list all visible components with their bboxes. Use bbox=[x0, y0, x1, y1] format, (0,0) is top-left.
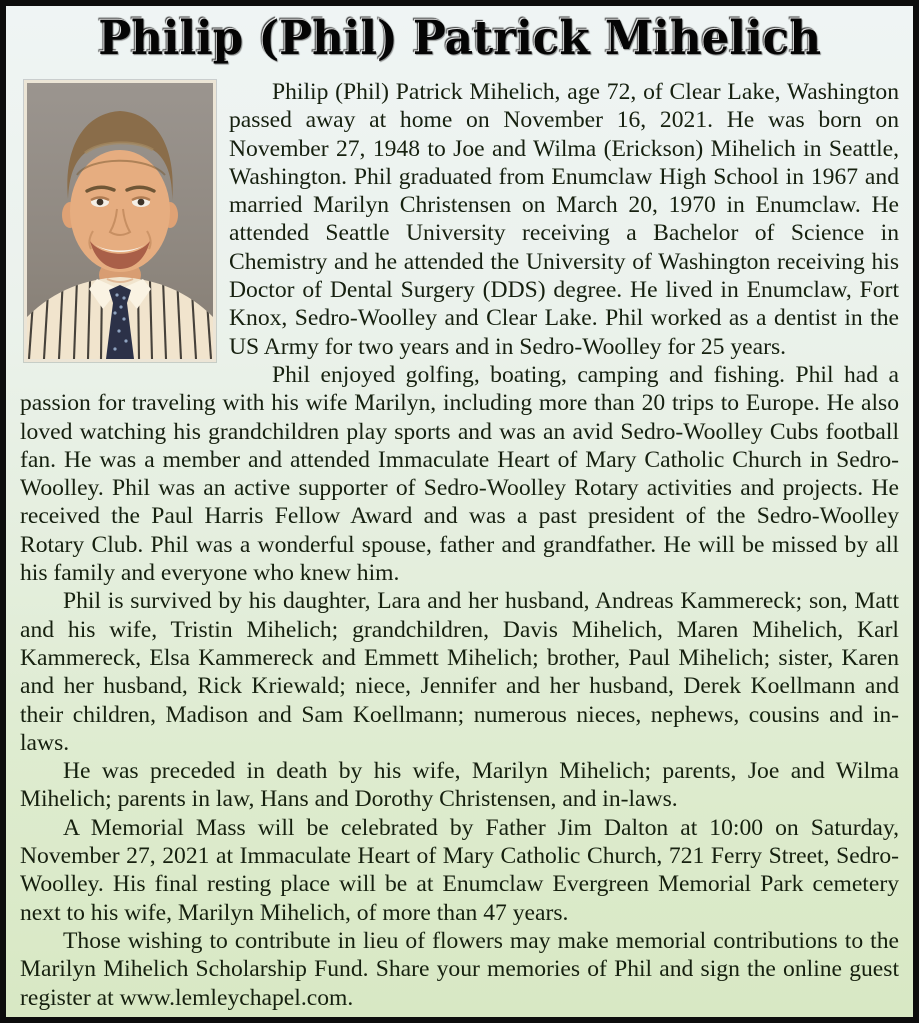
obituary-paragraph-3: Phil is survived by his daughter, Lara and her husband, Andreas Kammereck; son, Matt and his wife, Tristin Mihelich; grandchildren, Davis Mihelich, Maren Mihelich, Karl Kammereck, Elsa Kammereck and Emmett Mihelich; brother, Paul Mihelich; sister, Karen and her husband, Rick Kriewald; niece, Jennifer and her husband, Derek Koellmann and their children, Madison and Sam Koellmann; numerous nieces, nephews, cousins and in-laws. bbox=[20, 588, 899, 756]
obituary-paragraph-1: Philip (Phil) Patrick Mihelich, age 72, of Clear Lake, Washington passed away at home on November 16, 2021. He was born on November 27, 1948 to Joe and Wilma (Erickson) Mihelich in Seattle, Washington. Phil graduated from Enumclaw High School in 1967 and married Marilyn Christensen on March 20, 1970 in Enumclaw. He attended Seattle University receiving a Bachelor of Science in Chemistry and he attended the University of Washington receiving his Doctor of Dental Surgery (DDS) degree. He lived in Enumclaw, Fort Knox, Sedro-Woolley and Clear Lake. Phil worked as a dentist in the US Army for two years and in Sedro-Woolley for 25 years. bbox=[229, 79, 899, 360]
obituary-paragraph-6: Those wishing to contribute in lieu of flowers may make memorial contributions to the Marilyn Mihelich Scholarship Fund. Share your memories of Phil and sign the online guest register at www.lemleychapel.com. bbox=[20, 927, 899, 1011]
obituary-paragraph-4: He was preceded in death by his wife, Marilyn Mihelich; parents, Joe and Wilma Mihelich; parents in law, Hans and Dorothy Christensen, and in-laws. bbox=[20, 758, 899, 813]
portrait-image bbox=[27, 83, 213, 359]
obituary-title-text: Philip (Phil) Patrick Mihelich bbox=[98, 11, 821, 66]
obituary-content bbox=[6, 6, 913, 1012]
obituary-paragraph-5: A Memorial Mass will be celebrated by Father Jim Dalton at 10:00 on Saturday, November 27, 2021 at Immaculate Heart of Mary Catholic Church, 721 Ferry Street, Sedro-Woolley. His final resting place will be at Enumclaw Evergreen Memorial Park cemetery next to his wife, Marilyn Mihelich, of more than 47 years. bbox=[20, 814, 899, 926]
portrait-photo bbox=[24, 80, 216, 362]
obituary-paragraph-2: Phil enjoyed golfing, boating, camping and fishing. Phil had a passion for traveling with his wife Marilyn, including more than 20 trips to Europe. He also loved watching his grandchildren play sports and was an avid Sedro-Woolley Cubs football fan. He was a member and attended Immaculate Heart of Mary Catholic Church in Sedro-Woolley. Phil was an active supporter of Sedro-Woolley Rotary activities and projects. He received the Paul Harris Fellow Award and was a past president of the Sedro-Woolley Rotary Club. Phil was a wonderful spouse, father and grandfather. He will be missed by all his family and everyone who knew him. bbox=[20, 361, 899, 587]
obituary-title bbox=[20, 10, 899, 68]
